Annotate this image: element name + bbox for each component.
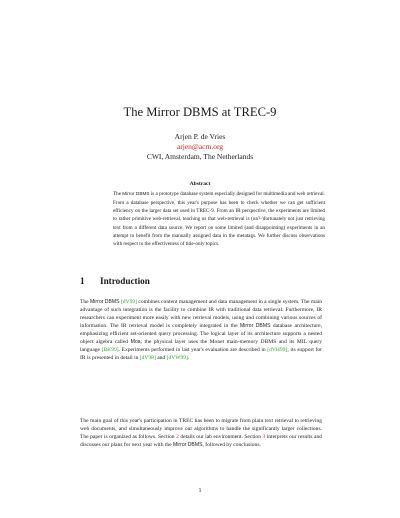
mirror-dbms-term: Mirror DBMS xyxy=(173,442,203,448)
text-run: . xyxy=(187,355,190,361)
text-run: . Experiments performed in last year's evaluation are described in xyxy=(118,347,268,353)
mirror-dbms-term: Mirror DBMS xyxy=(239,323,271,329)
mirror-dbms-term: Mirror DBMS xyxy=(122,192,150,197)
intro-paragraph-1 xyxy=(80,298,322,362)
citation-link[interactable]: [dVH99] xyxy=(267,347,288,353)
intro-paragraph-2 xyxy=(80,417,322,449)
text-run: combines content management and data management in a single system. The main advantage of such integration is the facility to combine IR with traditional data retrieval. Furthermore, IR researchers can experiment more easily with new retrieval models, using and combining various sources of information. The IR retrieval model is completely integrated in the xyxy=(80,299,322,329)
author-email[interactable]: arjen@acm.org xyxy=(176,142,224,151)
section-heading xyxy=(80,276,150,286)
text-run: ; the physical layer uses the Monet main-memory DBMS and its MIL query language xyxy=(80,339,323,353)
abstract-heading: Abstract xyxy=(189,181,211,187)
section-ref-link[interactable]: 2 xyxy=(176,434,179,440)
text-run: database architecture, emphasizing efficient set-oriented query processing. The logical layer of its architecture supports a nested object algebra called xyxy=(80,323,322,345)
text-run: The main goal of this year's participation in TREC has been to migrate from plain text retrieval to retrieving web documents, and simultaneously improve our algorithms to handle the significantly larger collections. The paper is organized as follows. Section xyxy=(80,418,322,440)
author-name: Arjen P. de Vries xyxy=(174,132,226,141)
text-run: ; its support for IR is presented in detail in xyxy=(80,347,322,361)
text-run: interprets our results and discusses our plans for next year with the xyxy=(80,434,323,448)
text-run: , followed by conclusions. xyxy=(202,442,261,448)
citation-link[interactable]: [dV98] xyxy=(139,355,156,361)
citation-link[interactable]: [dV99] xyxy=(120,299,137,305)
author-affiliation: CWI, Amsterdam, The Netherlands xyxy=(146,152,254,161)
abstract-text-part: is a prototype database system especially designed for multimedia and web retrieval. From a database perspective, this year's purpose has been to check whether we can get sufficient efficiency on the larger data set used in TREC-9. From an IR perspective, the experiments are limited to rather primitive web-retrieval, teaching us that web-retrieval is (un?-)fortunately not just retrieving text from a different data source. We report on some limited (and disappointing) experiments in an attempt to benefit from the manually assigned data in the metatags. We further discuss observations with respect to the effectiveness of title-only topics. xyxy=(113,191,325,247)
page-number: 1 xyxy=(198,488,202,494)
section-number: 1 xyxy=(80,276,85,286)
paper-title: The Mirror DBMS at TREC-9 xyxy=(123,105,277,119)
text-run: and xyxy=(155,355,167,361)
section-title: Introduction xyxy=(100,276,150,286)
section-ref-link[interactable]: 3 xyxy=(262,434,266,440)
moa-term: Moa xyxy=(130,339,141,345)
mirror-dbms-term: Mirror DBMS xyxy=(90,299,120,305)
abstract-text-part: The xyxy=(113,191,123,197)
citation-link[interactable]: [BK99] xyxy=(101,347,119,353)
text-run: details our lab environment. Section xyxy=(178,434,263,440)
citation-link[interactable]: [dVW99] xyxy=(166,355,188,361)
abstract-text xyxy=(113,190,325,248)
text-run: The xyxy=(80,299,91,305)
